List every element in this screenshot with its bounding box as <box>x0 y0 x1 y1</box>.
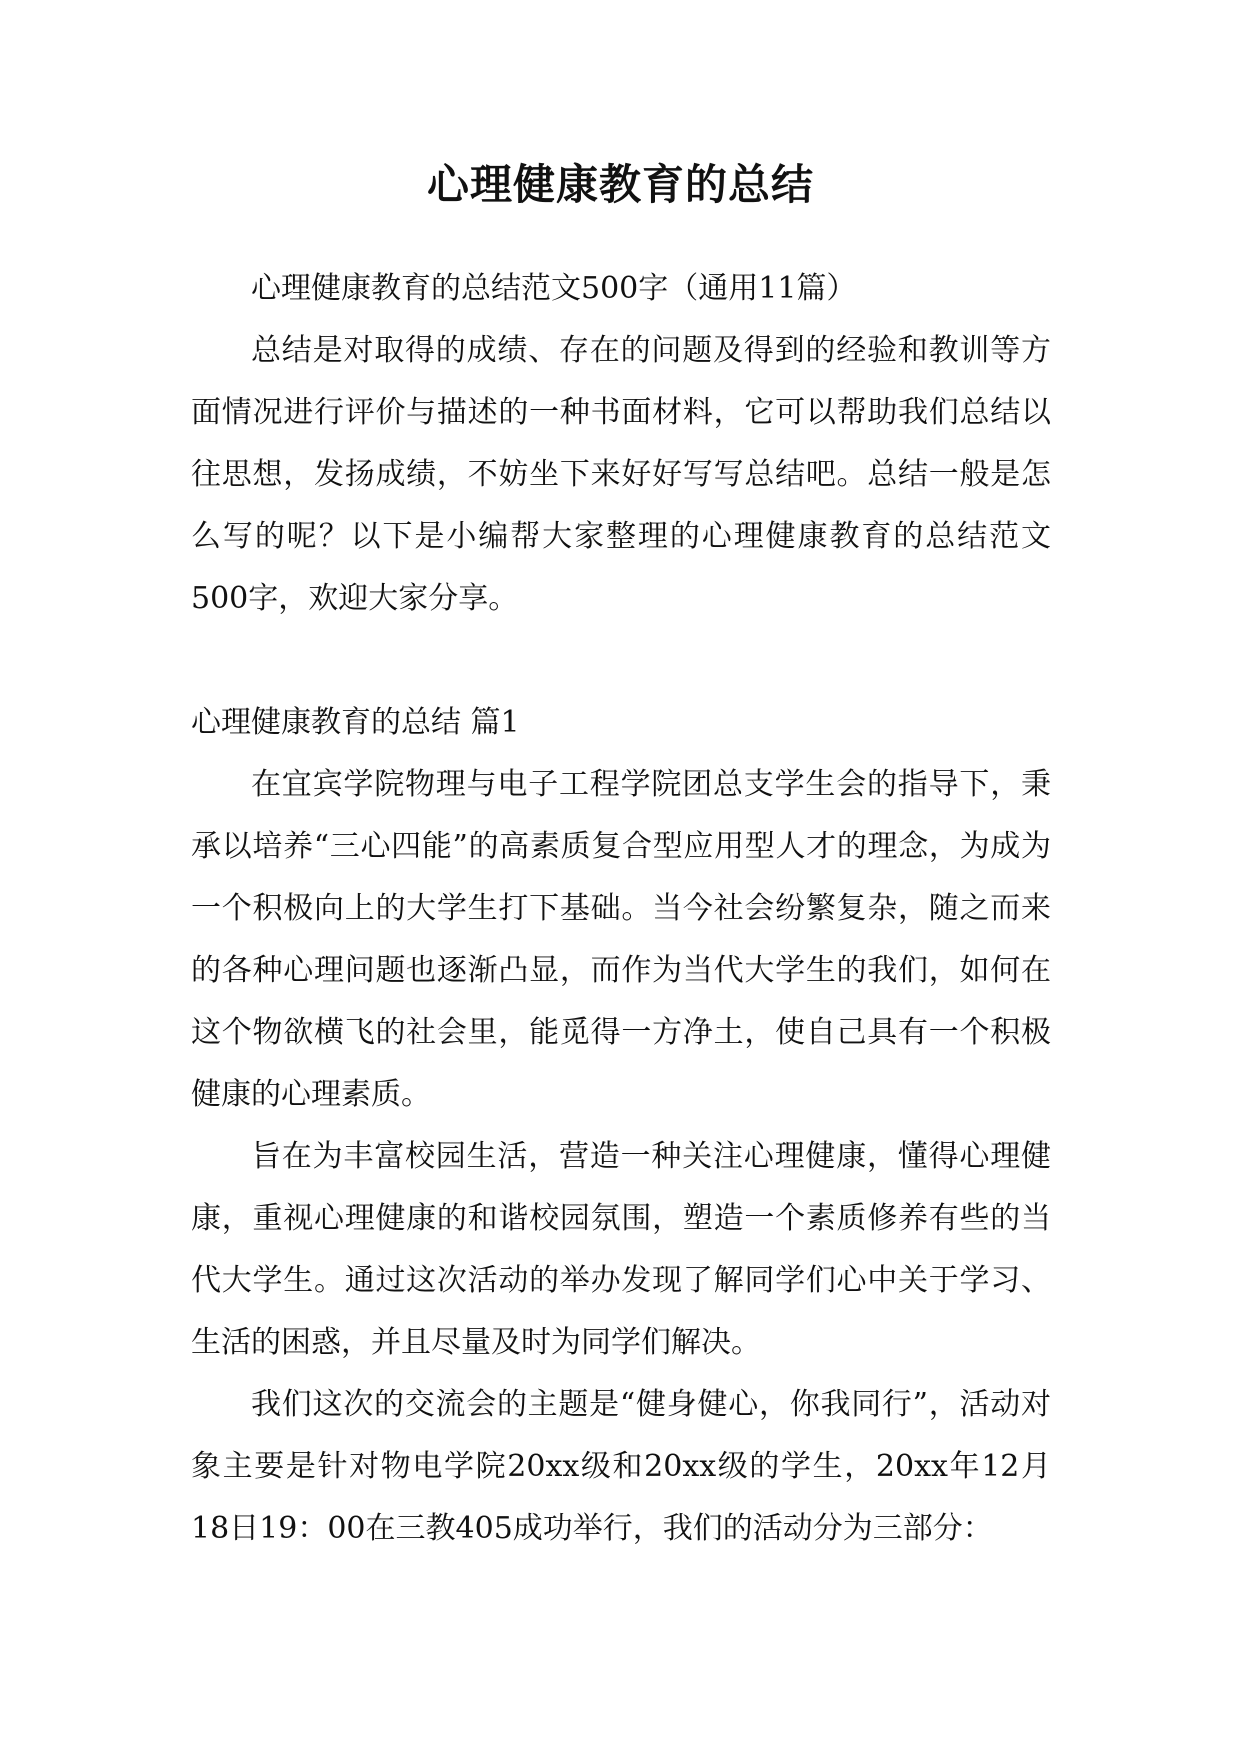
body-paragraph: 旨在为丰富校园生活，营造一种关注心理健康，懂得心理健康，重视心理健康的和谐校园氛围，塑造一个素质修养有些的当代大学生。通过这次活动的举办发现了解同学们心中关于学习、生活的困惑，并且尽量及时为同学们解决。 <box>191 1139 1051 1360</box>
document-subtitle: 心理健康教育的总结范文500字（通用11篇） <box>251 271 857 306</box>
section-heading: 心理健康教育的总结 篇1 <box>191 705 520 740</box>
body-paragraph: 在宜宾学院物理与电子工程学院团总支学生会的指导下，秉承以培养“三心四能”的高素质复合型应用型人才的理念，为成为一个积极向上的大学生打下基础。当今社会纷繁复杂，随之而来的各种心理问题也逐渐凸显，而作为当代大学生的我们，如何在这个物欲横飞的社会里，能觅得一方净土，使自己具有一个积极健康的心理素质。 <box>191 767 1051 1112</box>
section-gap <box>191 630 1051 692</box>
intro-paragraph: 总结是对取得的成绩、存在的问题及得到的经验和教训等方面情况进行评价与描述的一种书面材料，它可以帮助我们总结以往思想，发扬成绩，不妨坐下来好好写写总结吧。总结一般是怎么写的呢？以下是小编帮大家整理的心理健康教育的总结范文500字，欢迎大家分享。 <box>191 333 1051 616</box>
body-paragraph: 我们这次的交流会的主题是“健身健心，你我同行”，活动对象主要是针对物电学院20xx级和20xx级的学生，20xx年12月18日19：00在三教405成功举行，我们的活动分为三部分： <box>191 1387 1051 1546</box>
document-body <box>191 258 1051 1560</box>
document-title: 心理健康教育的总结 <box>426 160 814 209</box>
